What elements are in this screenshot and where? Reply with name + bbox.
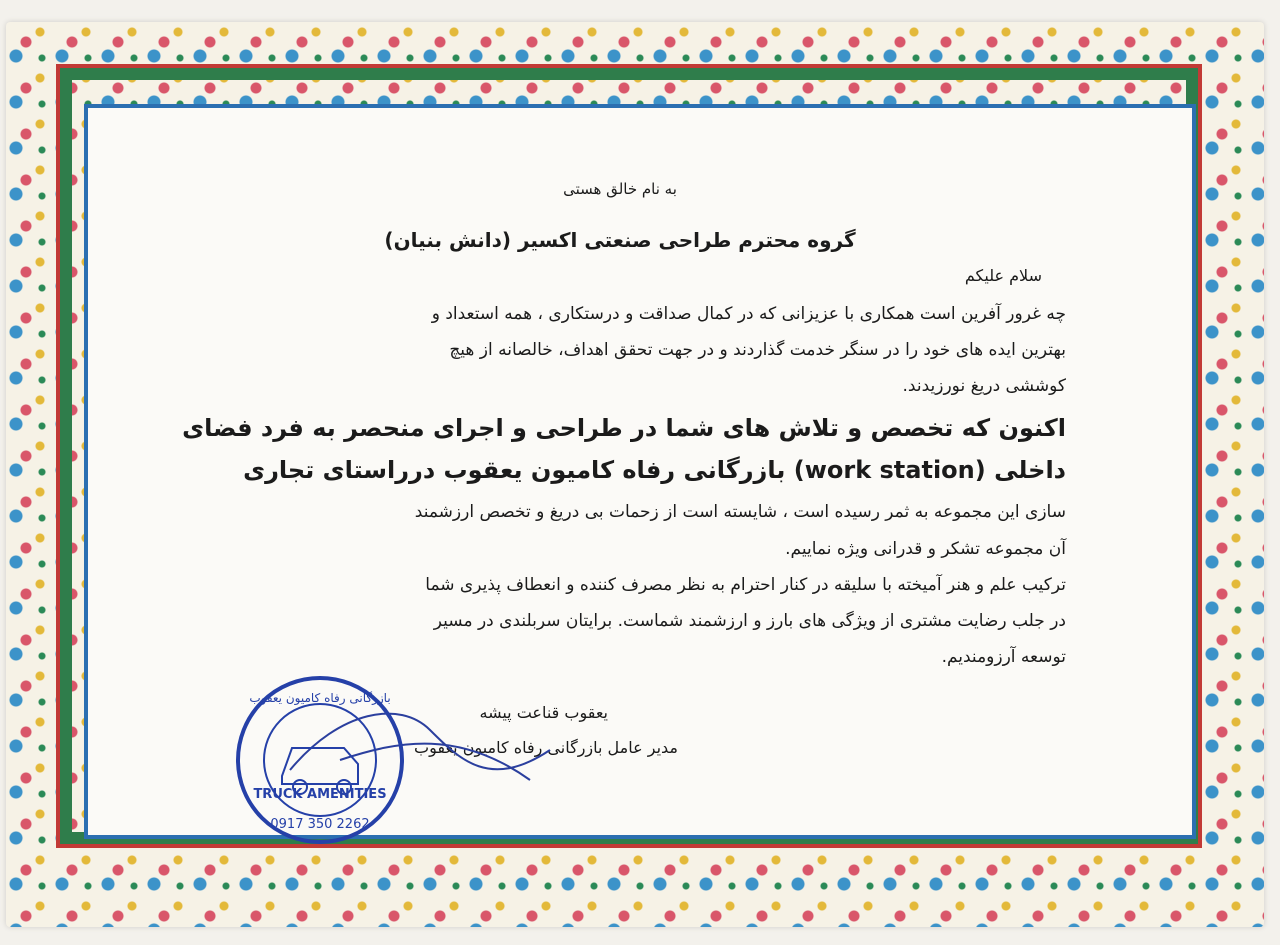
body-line-6: سازی این مجموعه به ثمر رسیده است ، شایسته است از زحمات بی دریغ و تخصص ارزشمند <box>414 502 1066 522</box>
signatory-role: مدیر عامل بازرگانی رفاه کامیون یعقوب <box>414 738 678 757</box>
company-stamp <box>232 672 408 848</box>
greeting: سلام علیکم <box>964 266 1042 285</box>
body-line-9: در جلب رضایت مشتری از ویژگی های بارز و ارزشمند شماست. برایتان سربلندی در مسیر <box>433 611 1066 631</box>
body-line-5: داخلی (work station) بازرگانی رفاه کامیون یعقوب درراستای تجاری <box>243 456 1066 484</box>
body-line-10: توسعه آرزومندیم. <box>941 647 1066 667</box>
body-line-2: بهترین ایده های خود را در سنگر خدمت گذاردند و در جهت تحقق اهداف، خالصانه از هیچ <box>449 340 1066 360</box>
body-line-4: اکنون که تخصص و تلاش های شما در طراحی و اجرای منحصر به فرد فضای <box>182 414 1066 442</box>
stamp-brand: TRUCK AMENITIES <box>253 787 387 802</box>
stamp-top-text: بازرگانی رفاه کامیون یعقوب <box>249 691 391 705</box>
body-line-8: ترکیب علم و هنر آمیخته با سلیقه در کنار احترام به نظر مصرف کننده و انعطاف پذیری شما <box>425 575 1066 595</box>
body-line-3: کوششی دریغ نورزیدند. <box>902 376 1066 396</box>
stamp-phone: 0917 350 2262 <box>270 817 370 832</box>
basmala: به نام خالق هستی <box>563 180 677 198</box>
body-line-1: چه غرور آفرین است همکاری با عزیزانی که در کمال صداقت و درستکاری ، همه استعداد و <box>431 304 1066 324</box>
certificate-title: گروه محترم طراحی صنعتی اکسیر (دانش بنیان) <box>384 228 856 252</box>
body-line-7: آن مجموعه تشکر و قدرانی ویژه نماییم. <box>785 539 1066 559</box>
signatory-name: یعقوب قناعت پیشه <box>479 703 608 722</box>
